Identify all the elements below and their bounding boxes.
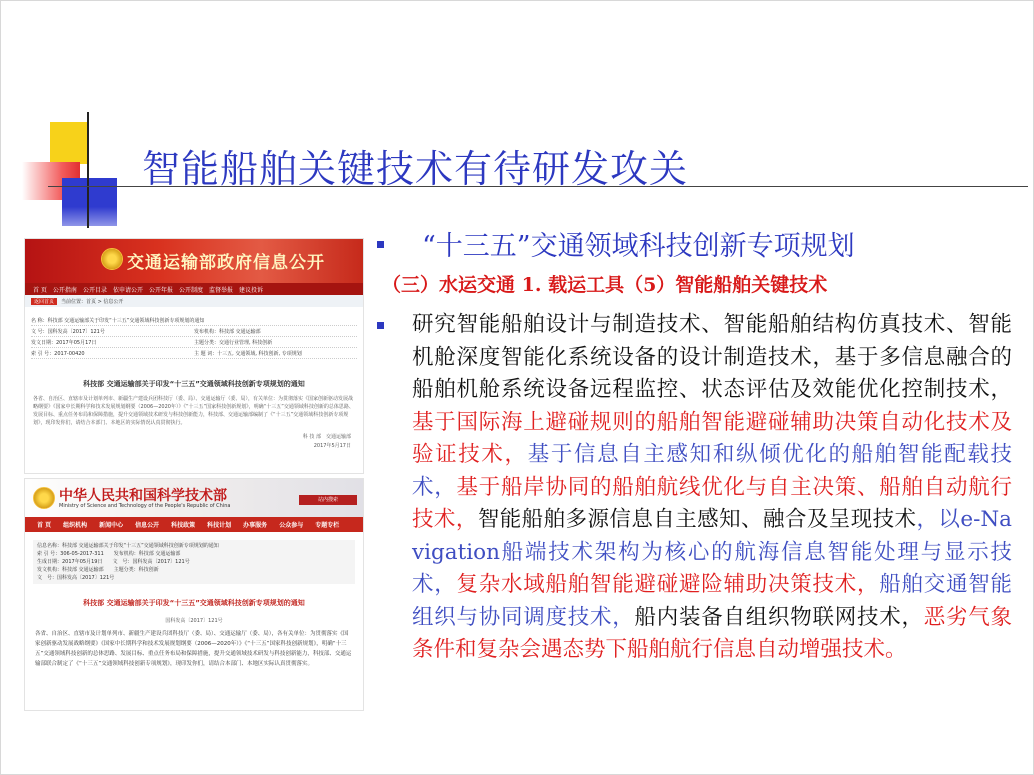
most-nav-item[interactable]: 办事服务 xyxy=(243,522,268,529)
tech-segment: 船内装备自组织物联网技术， xyxy=(634,604,924,630)
tech-segment: 恶劣气象条件和复杂会遇态势下船舶航行信息自动增强技术。 xyxy=(412,604,1012,662)
mot-signature-org: 科 技 部 交通运输部 xyxy=(302,434,351,440)
most-doc-number: 国科发高〔2017〕121号 xyxy=(165,618,223,624)
tech-segment: 基于船岸协同的船舶航线优化与自主决策、船舶自动航行技术， xyxy=(412,474,1012,532)
most-nav-item[interactable]: 新闻中心 xyxy=(99,522,124,529)
mot-meta-row xyxy=(31,315,357,326)
mot-nav-item[interactable]: 依申请公开 xyxy=(112,286,143,294)
mot-nav-item[interactable]: 建议投诉 xyxy=(239,286,264,294)
most-meta-row: 信息名称：科技部 交通运输部关于印发“十三五”交通领域科技创新专项规划的通知 xyxy=(37,543,219,549)
mot-nav-item[interactable]: 首 页 xyxy=(33,286,47,294)
most-meta-row: 文 号：国科发高〔2017〕121号 xyxy=(37,575,115,581)
bullet-square-icon xyxy=(377,241,384,248)
mot-meta-cell: 索 引 号：2017-00420 xyxy=(31,350,85,357)
most-nav-item[interactable]: 科技计划 xyxy=(207,522,232,529)
most-nav-item[interactable]: 信息公开 xyxy=(135,522,160,529)
mot-meta-cell: 发文日期：2017年05月17日 xyxy=(31,339,97,346)
mot-meta-cell: 主 题 词：十三五, 交通领域, 科技创新, 专项规划 xyxy=(194,350,302,357)
deco-vertical-line xyxy=(87,112,89,228)
mot-nav-item[interactable]: 公开指南 xyxy=(52,286,77,294)
mot-meta-table xyxy=(31,315,357,359)
most-search-box[interactable]: 站内搜索 xyxy=(299,495,357,505)
mot-back-home[interactable]: 返回首页 xyxy=(31,298,57,305)
tech-segment: 智能船舶多源信息自主感知、融合及呈现技术 xyxy=(477,507,917,532)
screenshot-most-page xyxy=(24,478,364,711)
mot-doc-text: 各省、自治区、直辖市及计划单列市、新疆生产建设兵团科技厅（委、局）、交通运输厅（委、局），有关单位：为贯彻落实《国家创新驱动发展战略纲要》《国家中长期科学和技术发展规划纲要（2006—2020年）》《“十三五”国家科技创新规划》，明确“十三五”交通领域科技创新的总体思路、发展目标、重点任务布局和保障措施，提升交通领域技术研发与科技创新能力，科技部、交通运输部编制了《“十三五”交通领域科技创新专项规划》，现印发你们，请结合本部门、本地区的实际情况认真贯彻执行。 xyxy=(33,396,354,426)
most-nav xyxy=(25,517,363,532)
mot-nav-item[interactable]: 公开年报 xyxy=(148,286,173,294)
most-banner-title: 中华人民共和国科学技术部 xyxy=(59,488,227,504)
tech-segment: 复杂水域船舶智能避碰避险辅助决策技术， xyxy=(456,572,880,597)
deco-yellow-square xyxy=(50,122,88,164)
most-doc-title: 科技部 交通运输部关于印发“十三五”交通领域科技创新专项规划的通知 xyxy=(83,599,305,607)
most-nav-item[interactable]: 科技政策 xyxy=(171,522,196,529)
mot-nav-item[interactable]: 监督举报 xyxy=(209,286,234,294)
mot-signature xyxy=(25,433,351,451)
screenshot-mot-page xyxy=(24,238,364,474)
tech-segment: 船舶交通智能组织与协同调度技术， xyxy=(412,572,1012,630)
bullet-square-icon xyxy=(377,322,384,329)
most-nav-item[interactable]: 公众参与 xyxy=(279,522,304,529)
mot-meta-cell: 发布机构：科技部 交通运输部 xyxy=(194,328,261,335)
mot-meta-row xyxy=(31,326,357,337)
plan-heading: “十三五”交通领域科技创新专项规划 xyxy=(422,231,855,262)
most-meta-row: 发文机构：科技部 交通运输部 主题分类：科技创新 xyxy=(37,567,159,573)
most-meta-row: 索 引 号：306-05-2017-311 发布机构：科技部 交通运输部 xyxy=(37,551,181,557)
mot-meta-cell: 名 称：科技部 交通运输部关于印发“十三五”交通领域科技创新专项规划的通知 xyxy=(31,317,205,324)
slide-title: 智能船舶关键技术有待研发攻关 xyxy=(142,147,689,191)
mot-signature-date: 2017年5月17日 xyxy=(313,443,351,449)
most-banner xyxy=(25,479,363,517)
most-nav-item[interactable]: 专题专栏 xyxy=(315,522,340,529)
mot-nav-item[interactable]: 公开目录 xyxy=(82,286,107,294)
plan-subheading: （三）水运交通 1. 载运工具（5）智能船舶关键技术 xyxy=(382,274,828,296)
mot-meta-cell: 主题分类：交通行业管理, 科技创新 xyxy=(194,339,273,346)
mot-nav-item[interactable]: 公开制度 xyxy=(178,286,203,294)
tech-segment: 基于国际海上避碰规则的船舶智能避碰辅助决策自动化技术及验证技术， xyxy=(412,409,1012,467)
most-nav-item[interactable]: 组织机构 xyxy=(63,522,88,529)
tech-description xyxy=(412,309,1012,667)
mot-doc-title: 科技部 交通运输部关于印发“十三五”交通领域科技创新专项规划的通知 xyxy=(83,380,305,388)
mot-banner-title: 交通运输部政府信息公开 xyxy=(127,253,325,273)
most-banner-subtitle: Ministry of Science and Technology of the People's Republic of China xyxy=(59,503,231,509)
mot-nav xyxy=(25,283,363,295)
most-doc-text: 各省、自治区、直辖市及计划单列市、新疆生产建设兵团科技厅（委、局）、交通运输厅（委、局），各有关单位：为贯彻落实《国家创新驱动发展战略纲要》《国家中长期科学和技术发展规划纲要（2006—2020年）》《“十三五”国家科技创新规划》，明确“十三五”交通领域科技创新的总体思路、发展目标、重点任务布局和保障措施，提升交通领域技术研发与科技创新能力，科技部、交通运输部联合制定了《“十三五”交通领域科技创新专项规划》，现印发你们，请结合本部门、本地区实际认真贯彻落实。 xyxy=(35,631,352,667)
tech-segment: 基于信息自主感知和纵倾优化的船舶智能配载技术， xyxy=(412,442,1012,500)
tech-segment: 研究智能船舶设计与制造技术、智能船舶结构仿真技术、智能机舱深度智能化系统设备的设计制造技术，基于多信息融合的船舶机舱系统设备远程监控、状态评估及效能优化控制技术， xyxy=(412,312,1012,402)
mot-breadcrumb xyxy=(25,295,363,307)
mot-crumb-text: 当前位置：首页 > 信息公开 xyxy=(61,298,124,305)
most-meta-box xyxy=(33,540,355,584)
national-emblem-icon xyxy=(101,248,123,270)
tech-segment: ，以e-Navigation船端技术架构为核心的航海信息智能处理与显示技术， xyxy=(412,507,1012,597)
mot-banner xyxy=(25,239,363,283)
most-nav-item[interactable]: 首 页 xyxy=(37,522,52,529)
mot-meta-row xyxy=(31,337,357,348)
mot-meta-row xyxy=(31,348,357,359)
most-meta-row: 生成日期：2017年05月19日 文 号：国科发高〔2017〕121号 xyxy=(37,559,190,565)
mot-meta-cell: 文 号：国科发高〔2017〕121号 xyxy=(31,328,105,335)
national-emblem-icon xyxy=(33,487,55,509)
